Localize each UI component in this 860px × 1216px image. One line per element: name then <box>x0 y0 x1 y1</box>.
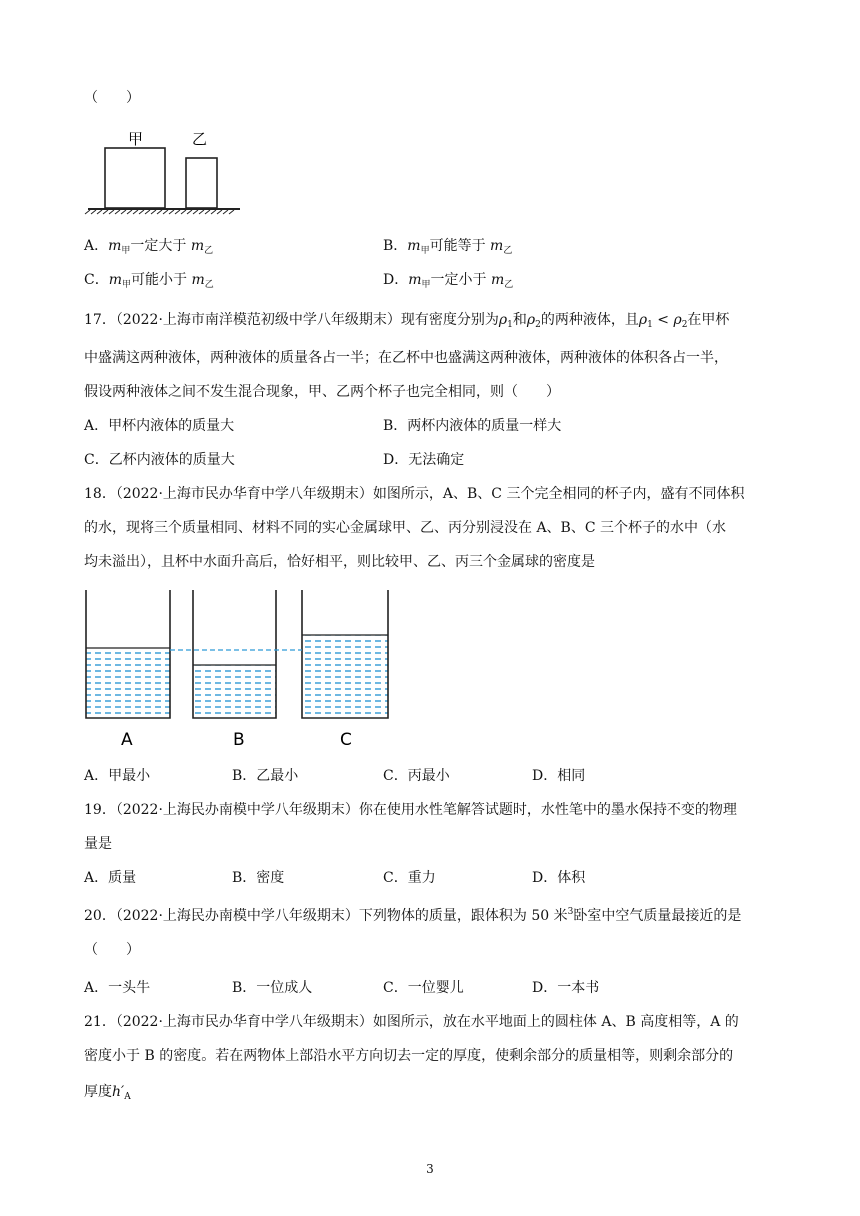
q18-line-2: 的水，现将三个质量相同、材料不同的实心金属球甲、乙、丙分别浸没在 A、B、C 三个杯子的水中（水 <box>84 520 727 536</box>
q16-figure <box>84 122 244 214</box>
q21-line-1: 21．（2022·上海市民办华育中学八年级期末）如图所示，放在水平地面上的圆柱体 A、B 高度相等，A 的 <box>84 1014 739 1030</box>
q18-line-1: 18．（2022·上海市民办华育中学八年级期末）如图所示，A、B、C 三个完全相同的杯子内，盛有不同体积 <box>84 486 745 502</box>
q19-option-b[interactable]: B．密度 <box>232 870 285 886</box>
q21-line-3: 厚度$h'_A$ <box>84 1084 131 1102</box>
block-jia <box>105 148 165 208</box>
q19-line-1: 19．（2022·上海民办南模中学八年级期末）你在使用水性笔解答试题时，水性笔中的墨水保持不变的物理 <box>84 802 737 818</box>
ground-hatching <box>85 210 234 214</box>
cup-label-b: B <box>233 730 245 750</box>
q18-line-3: 均未溢出），且杯中水面升高后，恰好相平，则比较甲、乙、丙三个金属球的密度是 <box>84 554 595 570</box>
q18-cups-figure <box>84 590 394 750</box>
cup-c-water <box>302 635 388 718</box>
q17-option-b[interactable]: B．两杯内液体的质量一样大 <box>383 418 562 434</box>
q19-line-2: 量是 <box>84 836 112 852</box>
q18-option-c[interactable]: C．丙最小 <box>383 768 450 784</box>
q17-line-2: 中盛满这两种液体，两种液体的质量各占一半；在乙杯中也盛满这两种液体，两种液体的体积各占一半， <box>84 350 728 366</box>
q17-line-1: 17．（2022·上海市南洋模范初级中学八年级期末）现有密度分别为$\rho_1$和$\rho_2$的两种液体，且$\rho_1 < \rho_2$在甲杯 <box>84 312 730 330</box>
q21-line-2: 密度小于 B 的密度。若在两物体上部沿水平方向切去一定的厚度，使剩余部分的质量相等，则剩余部分的 <box>84 1048 734 1064</box>
cup-label-a: A <box>121 730 133 750</box>
q19-option-c[interactable]: C．重力 <box>383 870 436 886</box>
q18-option-b[interactable]: B．乙最小 <box>232 768 299 784</box>
q20-line-2: （ ） <box>84 942 140 958</box>
q20-option-c[interactable]: C．一位婴儿 <box>383 980 464 996</box>
q16-option-a[interactable]: A．$m_甲$一定大于 $m_乙$ <box>84 238 214 256</box>
q19-option-d[interactable]: D．体积 <box>532 870 586 886</box>
q19-option-a[interactable]: A．质量 <box>84 870 137 886</box>
q18-option-a[interactable]: A．甲最小 <box>84 768 151 784</box>
q16-option-d[interactable]: D．$m_甲$一定小于 $m_乙$ <box>383 272 514 290</box>
q17-option-c[interactable]: C．乙杯内液体的质量大 <box>84 452 235 468</box>
q16-option-c[interactable]: C．$m_甲$可能小于 $m_乙$ <box>84 272 214 290</box>
q16-bracket: （ ） <box>84 90 140 106</box>
block-yi <box>186 158 217 208</box>
cup-label-c: C <box>340 730 352 750</box>
cup-a-water <box>86 648 170 718</box>
label-yi: 乙 <box>192 130 208 148</box>
cup-b-water <box>193 665 276 718</box>
q17-option-d[interactable]: D．无法确定 <box>383 452 465 468</box>
q18-option-d[interactable]: D．相同 <box>532 768 586 784</box>
q20-line-1: 20．（2022·上海民办南模中学八年级期末）下列物体的质量，跟体积为 50 米$^3$卧室中空气质量最接近的是 <box>84 907 742 924</box>
label-jia: 甲 <box>128 130 144 148</box>
q17-line-3: 假设两种液体之间不发生混合现象，甲、乙两个杯子也完全相同，则（ ） <box>84 384 560 400</box>
page-number: 3 <box>426 1162 434 1176</box>
q20-option-a[interactable]: A．一头牛 <box>84 980 151 996</box>
q20-option-b[interactable]: B．一位成人 <box>232 980 313 996</box>
q16-option-b[interactable]: B．$m_甲$可能等于 $m_乙$ <box>383 238 513 256</box>
q17-option-a[interactable]: A．甲杯内液体的质量大 <box>84 418 235 434</box>
q20-option-d[interactable]: D．一本书 <box>532 980 600 996</box>
